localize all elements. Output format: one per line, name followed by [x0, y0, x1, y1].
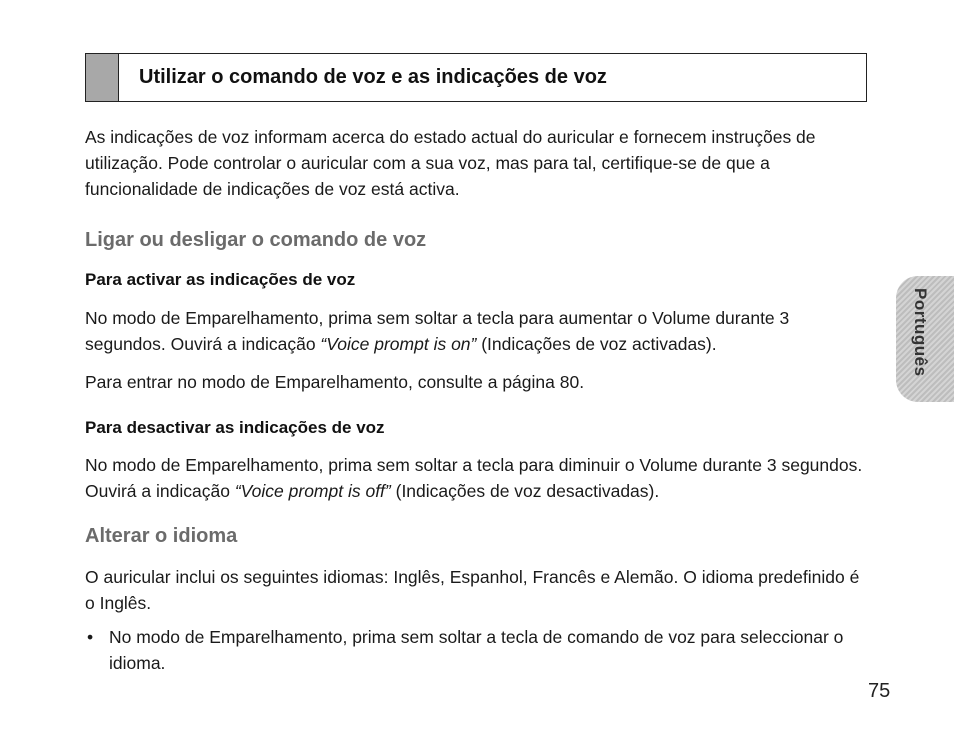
bullet-text: No modo de Emparelhamento, prima sem soltar a tecla de comando de voz para seleccionar o idioma.	[109, 627, 844, 673]
subheading-activate: Para activar as indicações de voz	[85, 270, 356, 289]
pairing-note: Para entrar no modo de Emparelhamento, consulte a página 80.	[85, 372, 585, 392]
side-tab-label: Português	[911, 288, 930, 377]
activate-quote: “Voice prompt is on”	[320, 334, 477, 354]
section-title: Utilizar o comando de voz e as indicações de voz	[139, 66, 607, 88]
activate-text-after: (Indicações de voz activadas).	[476, 334, 717, 354]
deactivate-text-after: (Indicações de voz desactivadas).	[390, 481, 660, 501]
language-side-tab	[896, 276, 954, 402]
deactivate-text: No modo de Emparelhamento, prima sem soltar a tecla para diminuir o Volume durante 3 segundos. Ouvirá a indicação	[85, 455, 863, 501]
activate-text: No modo de Emparelhamento, prima sem soltar a tecla para aumentar o Volume durante 3 segundos. Ouvirá a indicação	[85, 308, 790, 354]
heading-language: Alterar o idioma	[85, 525, 238, 547]
activate-paragraph	[85, 305, 865, 357]
page-number: 75	[868, 680, 891, 702]
deactivate-quote: “Voice prompt is off”	[234, 481, 391, 501]
bullet-dot: •	[87, 627, 94, 647]
deactivate-paragraph	[85, 452, 865, 504]
header-accent-block	[86, 54, 119, 101]
subheading-deactivate: Para desactivar as indicações de voz	[85, 418, 385, 437]
intro-paragraph: As indicações de voz informam acerca do estado actual do auricular e fornecem instruções de utilização. Pode controlar o auricular com a sua voz, mas para tal, certifique-se de que a funcionalidade de indicações de voz está activa.	[85, 127, 816, 199]
section-header	[85, 53, 867, 102]
language-bullet	[85, 624, 865, 676]
heading-toggle-voice: Ligar ou desligar o comando de voz	[85, 229, 427, 251]
language-paragraph: O auricular inclui os seguintes idiomas: Inglês, Espanhol, Francês e Alemão. O idioma predefinido é o Inglês.	[85, 567, 860, 613]
